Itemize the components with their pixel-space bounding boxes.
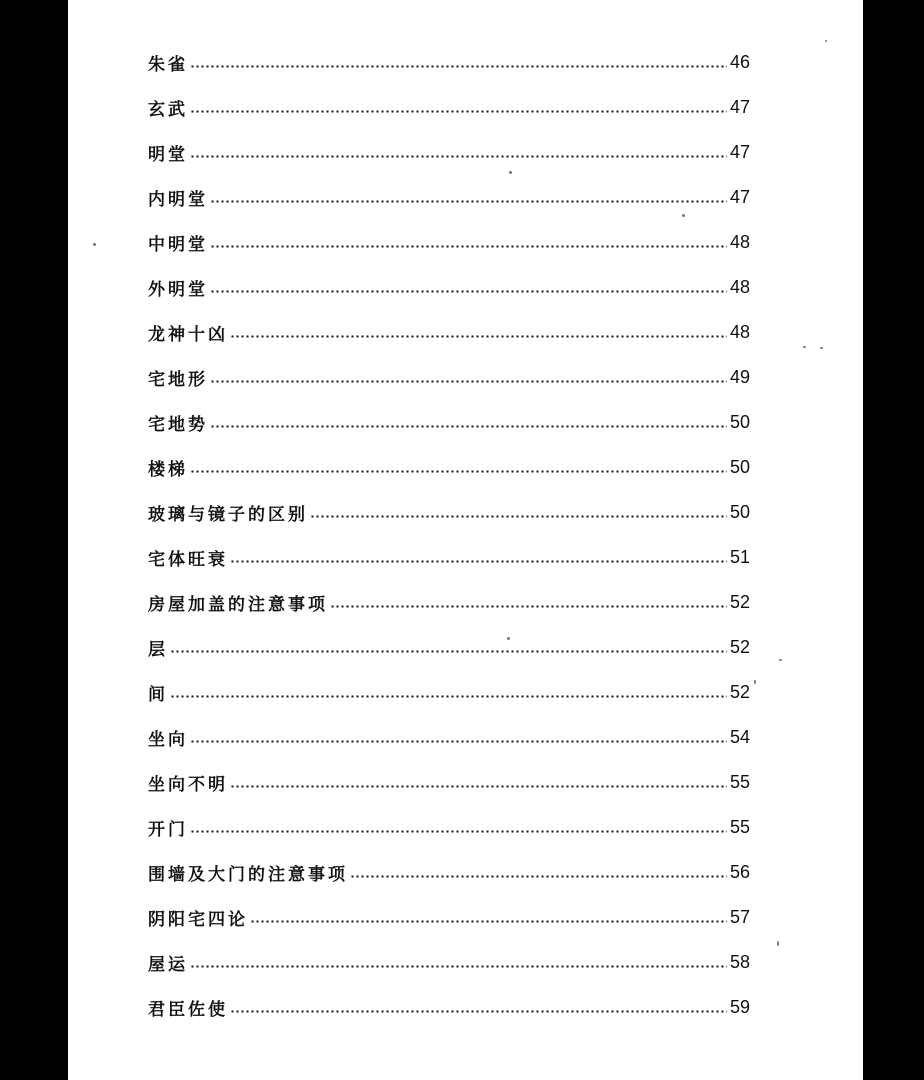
toc-entry[interactable]	[148, 490, 750, 534]
toc-entry-title: 玄武	[148, 99, 188, 120]
toc-entry[interactable]	[148, 985, 750, 1029]
toc-entry[interactable]	[148, 940, 750, 984]
toc-entry-page: 47	[729, 141, 750, 162]
toc-entry-title: 宅地形	[148, 369, 208, 390]
toc-entry-page: 58	[729, 951, 750, 972]
toc-entry-title: 宅体旺衰	[148, 549, 228, 570]
toc-entry-title: 开门	[148, 819, 188, 840]
dot-leader	[210, 200, 727, 203]
toc-entry-page: 52	[729, 636, 750, 657]
dot-leader	[250, 920, 727, 923]
toc-entry-page: 48	[729, 231, 750, 252]
dot-leader	[190, 965, 727, 968]
toc-entry-title: 明堂	[148, 144, 188, 165]
toc-entry[interactable]	[148, 445, 750, 489]
scan-speck	[754, 680, 756, 684]
dot-leader	[210, 290, 727, 293]
dot-leader	[190, 470, 727, 473]
scan-speck	[820, 347, 823, 349]
toc-entry-title: 中明堂	[148, 234, 208, 255]
toc-entry[interactable]	[148, 715, 750, 759]
dot-leader	[350, 875, 727, 878]
dot-leader	[170, 695, 727, 698]
toc-entry[interactable]	[148, 175, 750, 219]
scan-speck	[803, 346, 806, 348]
toc-entry-title: 龙神十凶	[148, 324, 228, 345]
scan-speck	[777, 941, 779, 946]
toc-entry-page: 48	[729, 276, 750, 297]
toc-entry-page: 50	[729, 501, 750, 522]
toc-entry-page: 55	[729, 816, 750, 837]
dot-leader	[190, 155, 727, 158]
toc-entry[interactable]	[148, 130, 750, 174]
toc-entry[interactable]	[148, 850, 750, 894]
toc-entry-title: 围墙及大门的注意事项	[148, 864, 348, 885]
toc-entry-title: 房屋加盖的注意事项	[148, 594, 328, 615]
scan-speck	[93, 243, 96, 246]
dot-leader	[330, 605, 727, 608]
toc-entry-page: 52	[729, 591, 750, 612]
toc-entry[interactable]	[148, 535, 750, 579]
toc-entry-title: 内明堂	[148, 189, 208, 210]
toc-entry[interactable]	[148, 355, 750, 399]
toc-entry[interactable]	[148, 85, 750, 129]
toc-entry-page: 50	[729, 456, 750, 477]
toc-entry-page: 47	[729, 96, 750, 117]
toc-entry[interactable]	[148, 220, 750, 264]
dot-leader	[210, 425, 727, 428]
toc-entry-page: 59	[729, 996, 750, 1017]
toc-entry[interactable]	[148, 580, 750, 624]
dot-leader	[230, 335, 727, 338]
toc-entry-title: 朱雀	[148, 54, 188, 75]
scan-speck	[779, 659, 782, 661]
dot-leader	[230, 785, 727, 788]
toc-entry-page: 50	[729, 411, 750, 432]
dot-leader	[230, 1010, 727, 1013]
toc-entry-title: 坐向不明	[148, 774, 228, 795]
scan-speck	[509, 171, 512, 174]
toc-entry-page: 47	[729, 186, 750, 207]
toc-entry[interactable]	[148, 670, 750, 714]
toc-entry[interactable]	[148, 625, 750, 669]
toc-entry-title: 宅地势	[148, 414, 208, 435]
toc-entry[interactable]	[148, 760, 750, 804]
toc-entry-title: 外明堂	[148, 279, 208, 300]
toc-entry-title: 玻璃与镜子的区别	[148, 504, 308, 525]
toc-entry-title: 阴阳宅四论	[148, 909, 248, 930]
dot-leader	[210, 245, 727, 248]
toc-entry-title: 楼梯	[148, 459, 188, 480]
toc-entry-title: 屋运	[148, 954, 188, 975]
dot-leader	[310, 515, 727, 518]
toc-entry-page: 51	[729, 546, 750, 567]
dot-leader	[190, 65, 727, 68]
toc-entry[interactable]	[148, 805, 750, 849]
toc-entry[interactable]	[148, 310, 750, 354]
toc-entry-page: 54	[729, 726, 750, 747]
toc-entry-page: 52	[729, 681, 750, 702]
toc-entry[interactable]	[148, 400, 750, 444]
toc-entry[interactable]	[148, 895, 750, 939]
toc-entry-title: 间	[148, 684, 168, 705]
toc-entry-title: 君臣佐使	[148, 999, 228, 1020]
toc-entry-page: 46	[729, 51, 750, 72]
dot-leader	[190, 830, 727, 833]
document-page	[68, 0, 863, 1080]
scan-speck	[507, 637, 510, 640]
dot-leader	[190, 740, 727, 743]
scan-speck	[825, 40, 827, 42]
toc-entry-page: 48	[729, 321, 750, 342]
toc-entry-page: 49	[729, 366, 750, 387]
scan-speck	[682, 214, 685, 217]
toc-entry-page: 56	[729, 861, 750, 882]
toc-entry-title: 层	[148, 639, 168, 660]
toc-entry-page: 57	[729, 906, 750, 927]
dot-leader	[170, 650, 727, 653]
toc-entry[interactable]	[148, 265, 750, 309]
dot-leader	[210, 380, 727, 383]
toc-entry[interactable]	[148, 40, 750, 84]
dot-leader	[190, 110, 727, 113]
toc-entry-page: 55	[729, 771, 750, 792]
toc-entry-title: 坐向	[148, 729, 188, 750]
dot-leader	[230, 560, 727, 563]
